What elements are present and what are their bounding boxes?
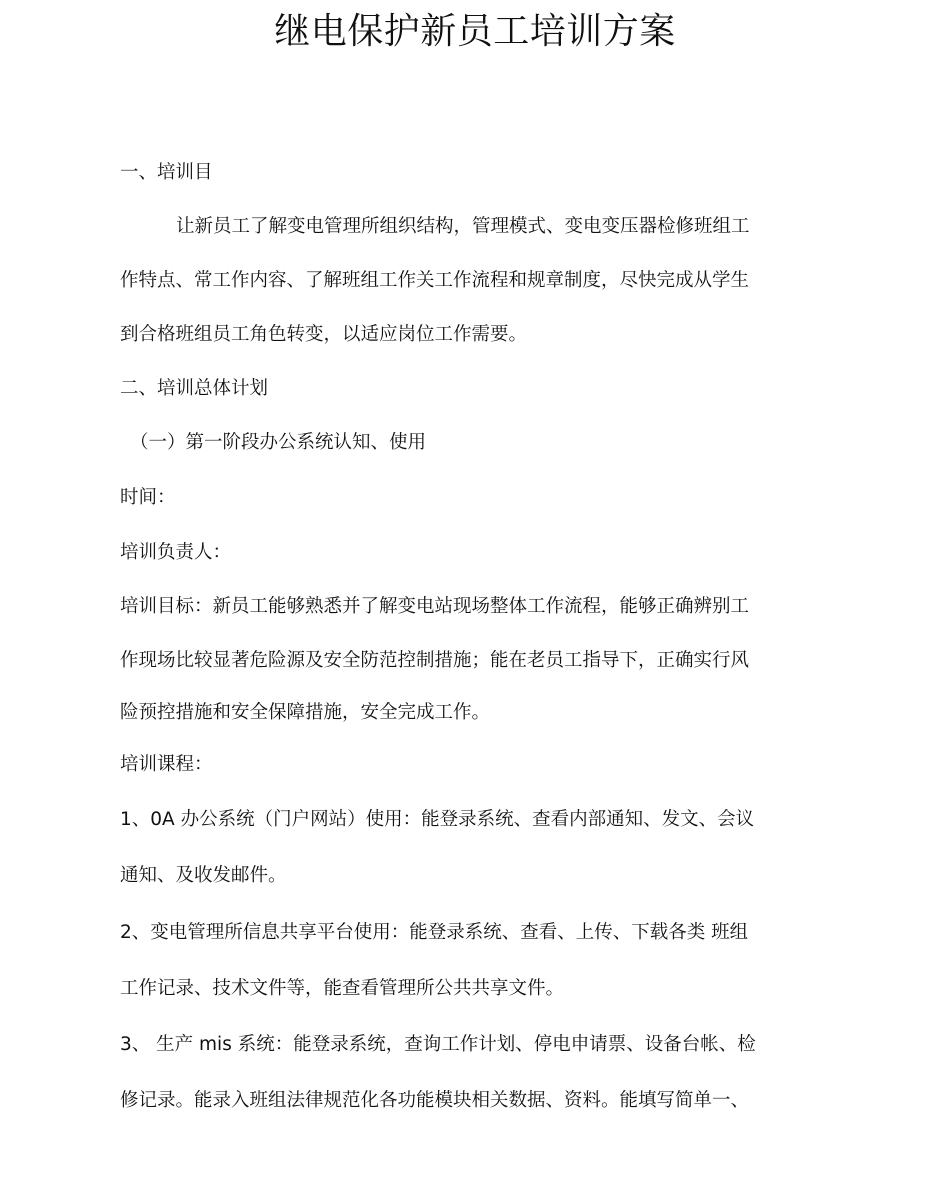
subsection-heading: （一）第一阶段办公系统认知、使用: [130, 432, 427, 453]
list-item: 1、0A 办公系统（门户网站）使用：能登录系统、查看内部通知、发文、会议: [120, 809, 755, 830]
list-item: 3、 生产 mis 系统：能登录系统，查询工作计划、停电申请票、设备台帐、检: [120, 1034, 756, 1055]
list-item-continuation: 修记录。能录入班组法律规范化各功能模块相关数据、资料。能填写简单一、: [120, 1090, 750, 1111]
document-title: 继电保护新员工培训方案: [274, 11, 676, 52]
paragraph-line: 作特点、常工作内容、了解班组工作关工作流程和规章制度，尽快完成从学生: [120, 270, 750, 291]
paragraph-line: 让新员工了解变电管理所组织结构，管理模式、变电变压器检修班组工: [176, 216, 750, 237]
field-responsible: 培训负责人：: [120, 542, 232, 563]
list-item: 2、变电管理所信息共享平台使用：能登录系统、查看、上传、下载各类 班组: [120, 922, 749, 943]
list-item-continuation: 通知、及收发邮件。: [120, 865, 287, 886]
field-time: 时间：: [120, 487, 176, 508]
paragraph-line: 培训目标：新员工能够熟悉并了解变电站现场整体工作流程，能够正确辨别工: [120, 596, 750, 617]
list-item-continuation: 工作记录、技术文件等，能查看管理所公共共享文件。: [120, 978, 565, 999]
section-heading-2: 二、培训总体计划: [120, 378, 269, 399]
paragraph-line: 到合格班组员工角色转变，以适应岗位工作需要。: [120, 324, 528, 345]
section-heading-1: 一、培训目: [120, 162, 213, 183]
paragraph-line: 作现场比较显著危险源及安全防范控制措施；能在老员工指导下，正确实行风: [120, 650, 750, 671]
paragraph-line: 险预控措施和安全保障措施，安全完成工作。: [120, 702, 491, 723]
field-courses: 培训课程：: [120, 754, 213, 775]
